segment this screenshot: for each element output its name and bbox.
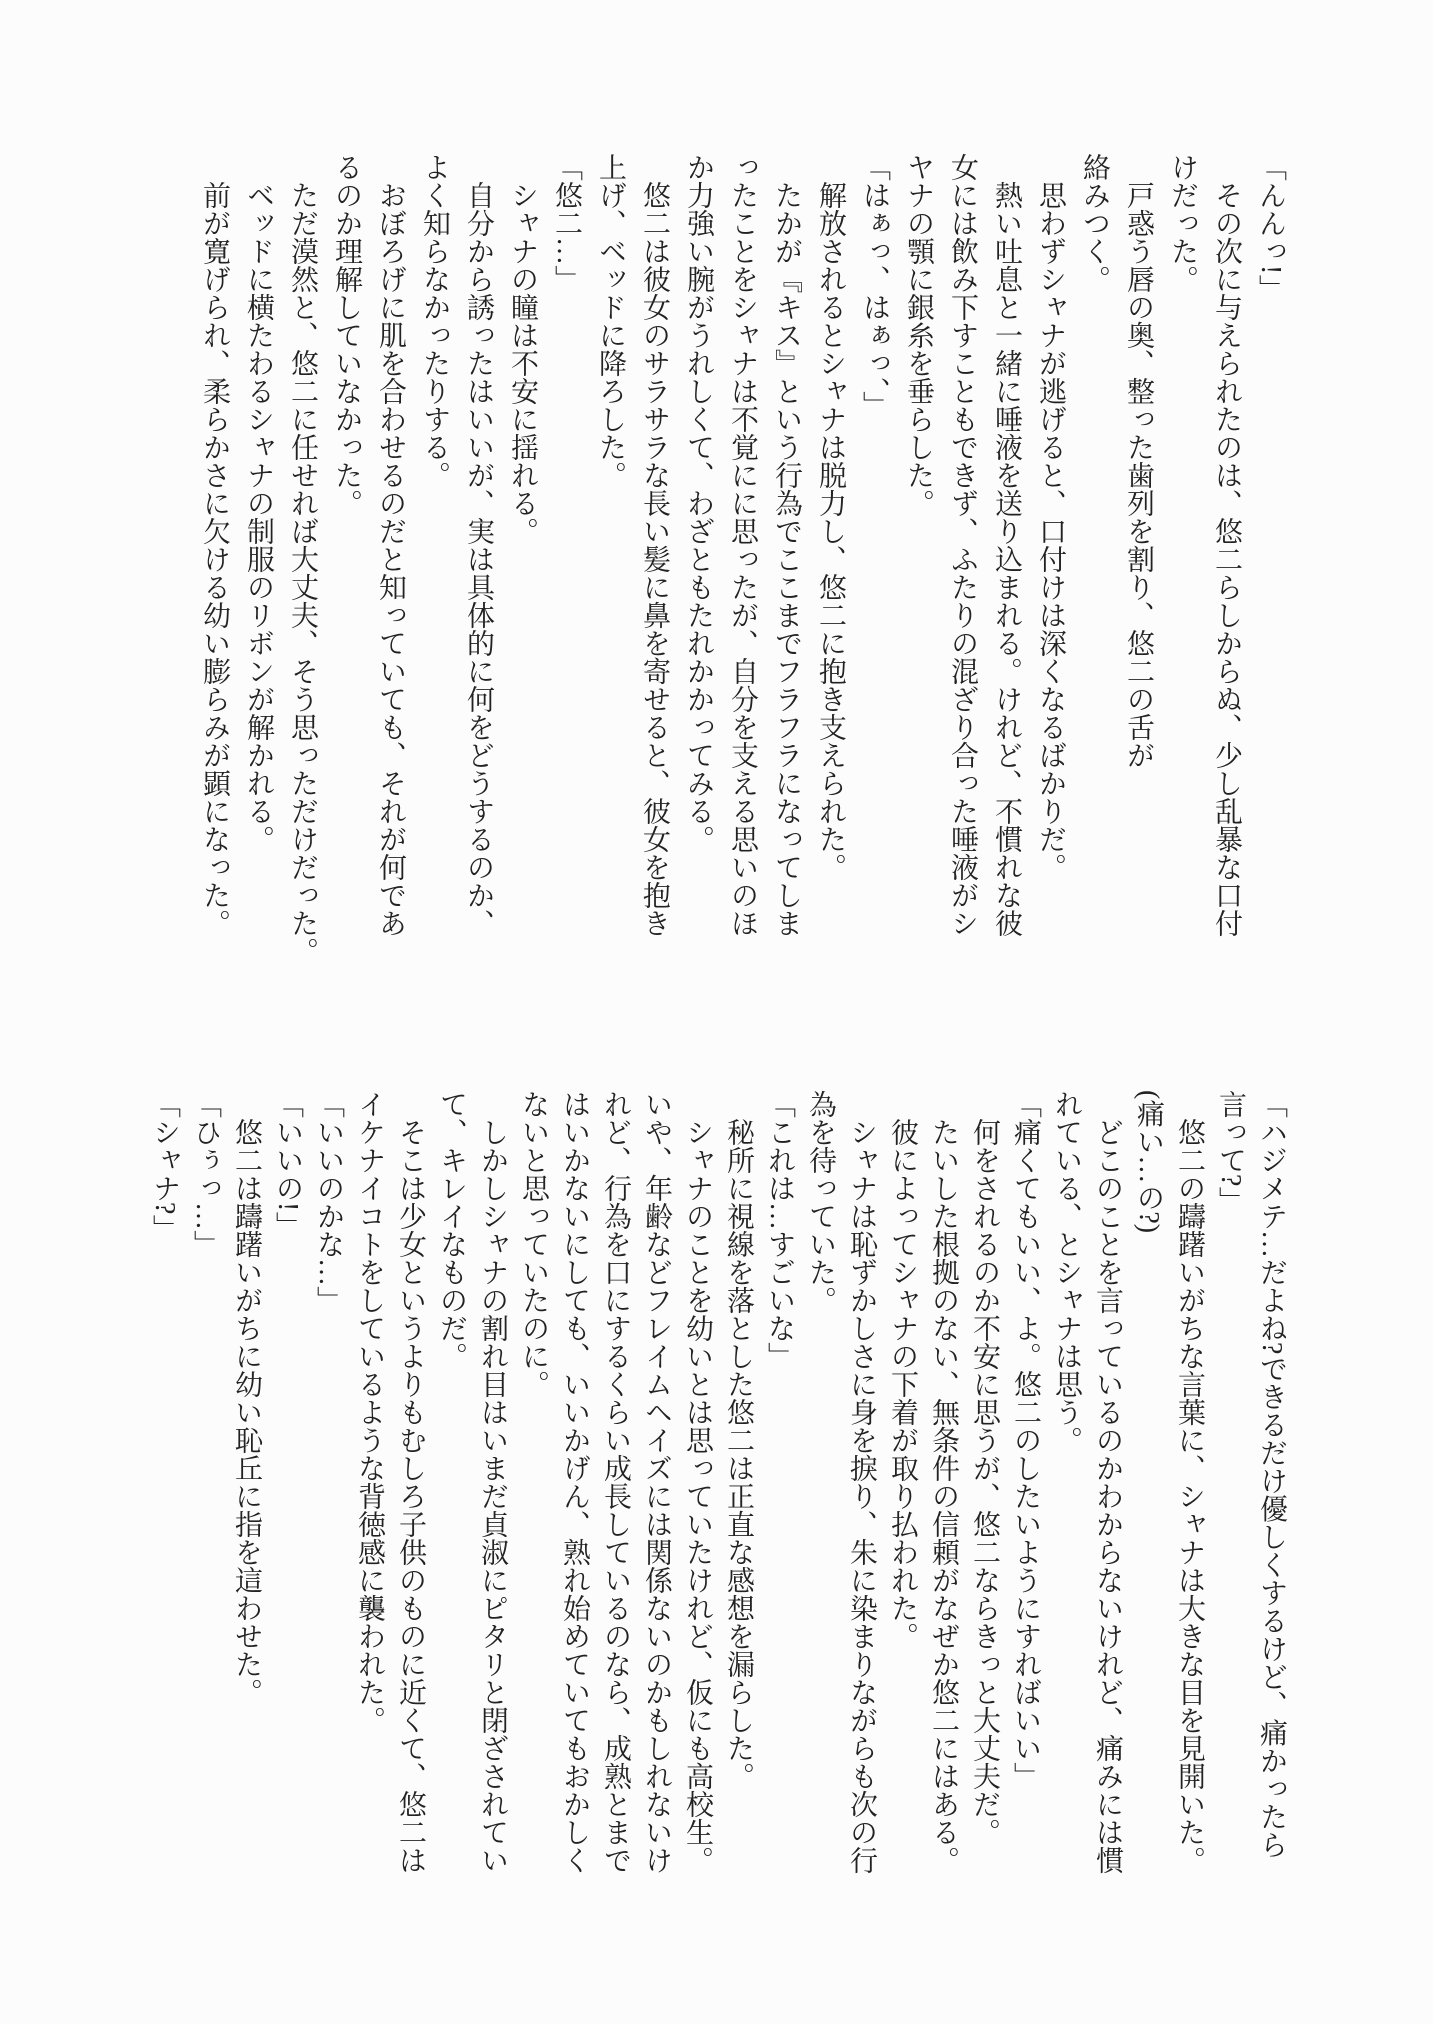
text-line: おぼろげに肌を合わせるのだと知っていても、それが何であ: [375, 181, 406, 937]
text-line: けだった。: [1167, 153, 1198, 293]
text-line: 為を待っていた。: [805, 1090, 836, 1314]
text-line: 上げ、ベッドに降ろした。: [595, 153, 626, 489]
text-line: 「これは…すごいな」: [764, 1090, 795, 1370]
text-line: たかが『キス』という行為でここまでフラフラになってしま: [771, 181, 802, 937]
text-line: 言って?」: [1215, 1090, 1246, 1215]
text-line: ったことをシャナは不覚にに思ったが、自分を支える思いのほ: [727, 153, 758, 937]
text-line: 「ひぅっ…」: [190, 1090, 221, 1258]
text-line: たいした根拠のない、無条件の信頼がなぜか悠二にはある。: [928, 1118, 959, 1874]
text-line: て、キレイなものだ。: [436, 1090, 467, 1370]
text-line: 「ハジメテ…だよね?できるだけ優しくするけど、痛かったら: [1256, 1090, 1287, 1859]
text-line: 絡みつく。: [1079, 153, 1110, 293]
text-line: 悠二の躊躇いがちな言葉に、シャナは大きな目を見開いた。: [1174, 1118, 1205, 1874]
text-line: 思わずシャナが逃げると、口付けは深くなるばかりだ。: [1035, 181, 1066, 881]
top-text-block: [192, 153, 1292, 975]
text-line: シャナのことを幼いとは思っていたけれど、仮にも高校生。: [682, 1118, 713, 1874]
text-line: そこは少女というよりもむしろ子供のものに近くて、悠二は: [395, 1118, 426, 1874]
text-line: ヤナの顎に銀糸を垂らした。: [903, 153, 934, 517]
text-line: 戸惑う唇の奥、整った歯列を割り、悠二の舌が: [1123, 181, 1154, 769]
text-line: その次に与えられたのは、悠二らしからぬ、少し乱暴な口付: [1211, 181, 1242, 937]
text-line: 自分から誘ったはいいが、実は具体的に何をどうするのか、: [463, 181, 494, 937]
text-line: 女には飲み下すこともできず、ふたりの混ざり合った唾液がシ: [947, 153, 978, 937]
text-line: イケナイコトをしているような背徳感に襲われた。: [354, 1090, 385, 1734]
bottom-text-block: [144, 1090, 1292, 1890]
text-line: 何をされるのか不安に思うが、悠二ならきっと大丈夫だ。: [969, 1118, 1000, 1846]
text-line: シャナは恥ずかしさに身を捩り、朱に染まりながらも次の行: [846, 1118, 877, 1874]
text-line: ないと思っていたのに。: [518, 1090, 549, 1398]
text-line: しかしシャナの割れ目はいまだ貞淑にピタリと閉ざされてい: [477, 1118, 508, 1874]
text-line: 解放されるとシャナは脱力し、悠二に抱き支えられた。: [815, 181, 846, 881]
text-line: 熱い吐息と一緒に唾液を送り込まれる。けれど、不慣れな彼: [991, 181, 1022, 937]
text-line: いや、年齢などフレイムヘイズには関係ないのかもしれないけ: [641, 1090, 672, 1874]
text-line: 秘所に視線を落とした悠二は正直な感想を漏らした。: [723, 1118, 754, 1790]
text-line: (痛い…の?): [1133, 1090, 1164, 1234]
text-line: 「悠二…」: [551, 153, 582, 293]
text-line: れど、行為を口にするくらい成長しているのなら、成熟とまで: [600, 1090, 631, 1874]
text-line: 「いいのかな…」: [313, 1090, 344, 1314]
text-line: 「んんっ!」: [1255, 153, 1286, 303]
text-line: 「いいの!」: [272, 1090, 303, 1240]
text-line: か力強い腕がうれしくて、わざともたれかかってみる。: [683, 153, 714, 853]
text-line: よく知らなかったりする。: [419, 153, 450, 489]
text-line: れている、とシャナは思う。: [1051, 1090, 1082, 1454]
text-line: 悠二は躊躇いがちに幼い恥丘に指を這わせた。: [231, 1118, 262, 1706]
text-line: ただ漠然と、悠二に任せれば大丈夫、そう思っただけだった。: [287, 181, 318, 965]
text-line: 「痛くてもいい、よ。悠二のしたいようにすればいい」: [1010, 1090, 1041, 1790]
text-line: シャナの瞳は不安に揺れる。: [507, 181, 538, 545]
text-line: 「はぁっ、はぁっ、」: [859, 153, 890, 419]
text-line: どこのことを言っているのかわからないけれど、痛みには慣: [1092, 1118, 1123, 1874]
text-line: 彼によってシャナの下着が取り払われた。: [887, 1118, 918, 1650]
text-line: ベッドに横たわるシャナの制服のリボンが解かれる。: [243, 181, 274, 853]
text-line: 悠二は彼女のサラサラな長い髪に鼻を寄せると、彼女を抱き: [639, 181, 670, 937]
text-line: るのか理解していなかった。: [331, 153, 362, 517]
text-line: 前が寛げられ、柔らかさに欠ける幼い膨らみが顕になった。: [199, 181, 230, 937]
text-line: はいかないにしても、いいかげん、熟れ始めていてもおかしく: [559, 1090, 590, 1874]
text-line: 「シャナ?」: [149, 1090, 180, 1243]
